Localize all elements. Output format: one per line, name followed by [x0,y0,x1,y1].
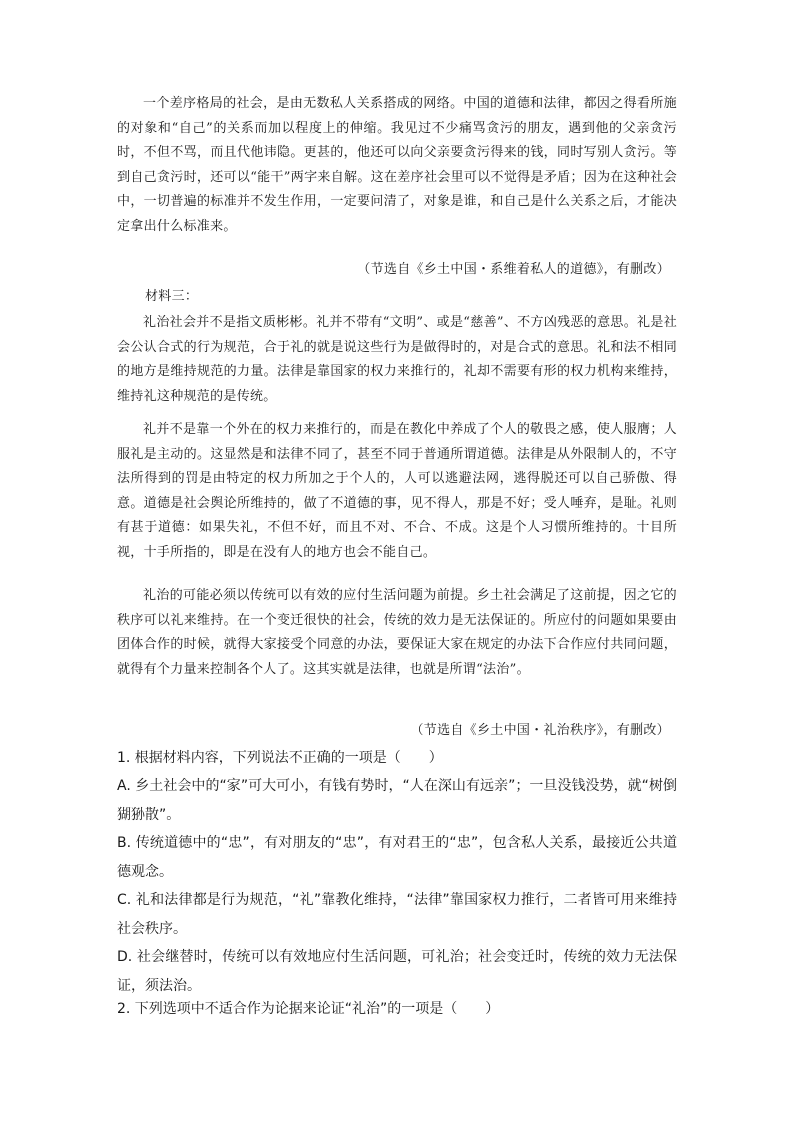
material2-paragraph: 一个差序格局的社会，是由无数私人关系搭成的网络。中国的道德和法律，都因之得看所施的对象和“自己”的关系而加以程度上的伸缩。我见过不少痛骂贪污的朋友，遇到他的父亲贪污时，不但不骂，而且代他讳隐。更甚的，他还可以向父亲要贪污得来的钱，同时写别人贪污。等到自己贪污时，还可以“能干”两字来自解。这在差序社会里可以不觉得是矛盾；因为在这种社会中，一切普遍的标准并不发生作用，一定要问清了，对象是谁，和自己是什么关系之后，才能决定拿出什么标准来。 [117,96,677,234]
question-1-option-b: B. 传统道德中的“忠”，有对朋友的“忠”，有对君王的“忠”，包含私人关系，最接近公共道德观念。 [117,835,677,880]
material3-paragraph-2: 礼并不是靠一个外在的权力来推行的，而是在教化中养成了个人的敬畏之感，使人服膺；人服礼是主动的。这显然是和法律不同了，甚至不同于普通所谓道德。法律是从外限制人的，不守法所得到的罚是由特定的权力所加之于个人的，人可以逃避法网，逃得脱还可以自己骄傲、得意。道德是社会舆论所维持的，做了不道德的事，见不得人，那是不好；受人唾弃，是耻。礼则有甚于道德：如果失礼，不但不好，而且不对、不合、不成。这是个人习惯所维持的。十目所视，十手所指的，即是在没有人的地方也会不能自己。 [117,422,677,560]
material3-label: 材料三： [145,289,199,304]
question-1-option-c: C. 礼和法律都是行为规范，“礼”靠教化维持，“法律”靠国家权力推行，二者皆可用来维持社会秩序。 [117,892,677,937]
material3-source: （节选自《乡土中国・礼治秩序》，有删改） [410,723,670,738]
material3-paragraph-3: 礼治的可能必须以传统可以有效的应付生活问题为前提。乡土社会满足了这前提，因之它的秩序可以礼来维持。在一个变迁很快的社会，传统的效力是无法保证的。所应付的问题如果要由团体合作的时候，就得大家接受个同意的办法，要保证大家在规定的办法下合作应付共同问题，就得有个力量来控制各个人了。这其实就是法律，也就是所谓“法治”。 [117,588,677,677]
question-1-option-d: D. 社会继替时，传统可以有效地应付生活问题，可礼治；社会变迁时，传统的效力无法保证，须法治。 [117,949,677,994]
question-2: 2. 下列选项中不适合作为论据来论证“礼治”的一项是（ ） [117,1001,500,1017]
material3-paragraph-1: 礼治社会并不是指文质彬彬。礼并不带有“文明”、或是“慈善”、不方凶残恶的意思。礼是社会公认合式的行为规范，合于礼的就是说这些行为是做得时的，对是合式的意思。礼和法不相同的地方是维持规范的力量。法律是靠国家的权力来推行的，礼却不需要有形的权力机构来维持，维持礼这种规范的是传统。 [117,315,677,404]
question-1-option-a: A. 乡土社会中的“家”可大可小，有钱有势时，“人在深山有远亲”；一旦没钱没势，就“树倒猢狲散”。 [117,778,677,823]
question-1: 1. 根据材料内容，下列说法不正确的一项是（ ） [117,750,443,766]
material2-source: （节选自《乡土中国・系维着私人的道德》，有删改） [357,262,670,277]
